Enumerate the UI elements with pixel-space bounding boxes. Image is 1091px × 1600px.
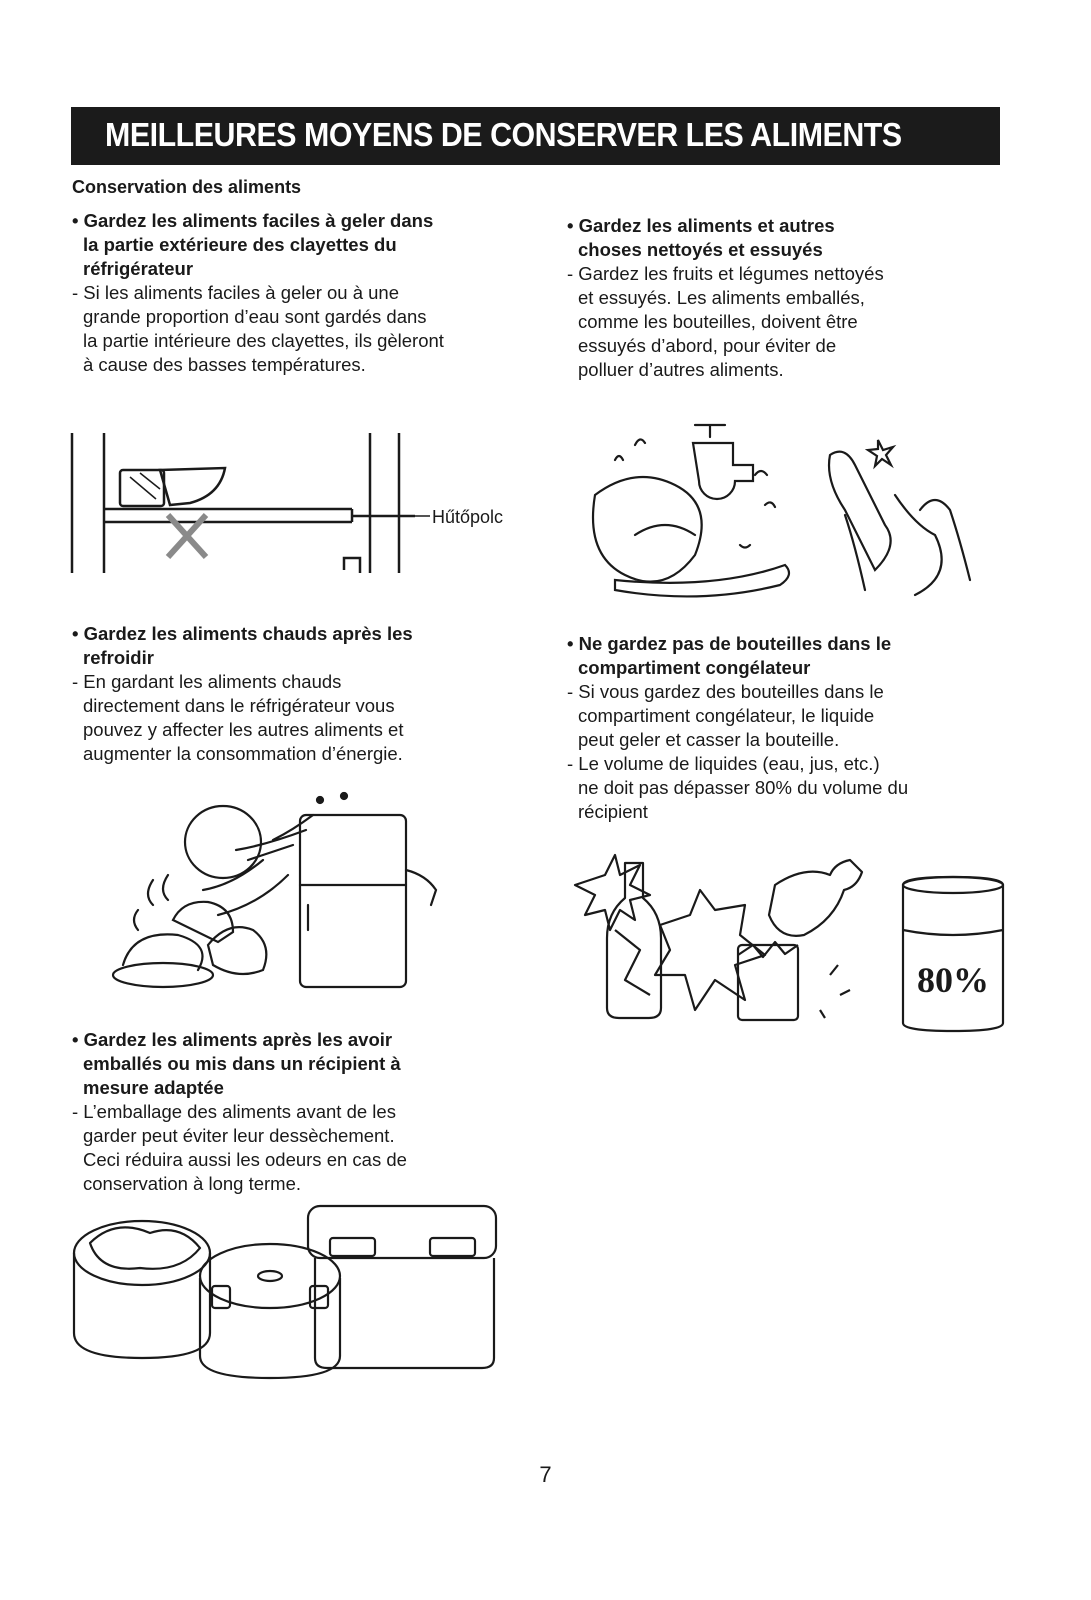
measuring-jar-icon [903,877,1003,1031]
tip-heading-line: choses nettoyés et essuyés [578,239,823,260]
tip-body-line: ne doit pas dépasser 80% du volume du [578,777,909,798]
tip-body-line: augmenter la consommation d’énergie. [83,743,403,764]
tip-wrap-food [72,1028,407,1196]
shelf-label: Hűtőpolc [432,507,504,527]
tip-body-line: - Si vous gardez des bouteilles dans le [567,681,884,702]
tip-heading-line: • Gardez les aliments faciles à geler dans [72,210,434,231]
jar-fill-label: 80% [917,960,989,1000]
refrigerator-icon [300,815,406,987]
washing-illustration [575,415,995,610]
containers-illustration [70,1198,500,1378]
bottle-icon [829,452,891,570]
section-title: Conservation des aliments [72,177,302,197]
tip-freeze-sensitive [72,209,444,377]
crack-burst-icon [575,855,650,930]
tip-body-line: - Le volume de liquides (eau, jus, etc.) [567,753,880,774]
bottles-illustration [570,855,1000,1035]
tip-body-line: et essuyés. Les aliments emballés, [578,287,865,308]
hot-air-balloon-icon [185,806,261,878]
tip-body-line: pouvez y affecter les autres aliments et [83,719,404,740]
hot-food-illustration [108,780,428,1000]
tip-body-line: - Si les aliments faciles à geler ou à une [72,282,400,303]
tip-heading-line: • Gardez les aliments après les avoir [72,1029,393,1050]
lettuce-icon [90,1227,200,1268]
broken-bottle-icon [769,860,862,936]
tip-body-line: la partie intérieure des clayettes, ils gèleront [83,330,444,351]
tip-body-line: grande proportion d’eau sont gardés dans [83,306,427,327]
plate-icon [113,963,213,987]
tip-body-line: Ceci réduira aussi les odeurs en cas de [83,1149,407,1170]
tip-body-line: conservation à long terme. [83,1173,302,1194]
tip-body-line: peut geler et casser la bouteille. [578,729,840,750]
tip-body-line: polluer d’autres aliments. [578,359,784,380]
teapot-icon [208,927,266,974]
tip-body-line: récipient [578,801,648,822]
tip-heading-line: mesure adaptée [83,1077,224,1098]
square-container-lid-icon [308,1206,496,1258]
tip-body-line: essuyés d’abord, pour éviter de [578,335,837,356]
tip-heading-line: emballés ou mis dans un récipient à [83,1053,401,1074]
tip-body-line: - L’emballage des aliments avant de les [72,1101,396,1122]
tip-body-line: - En gardant les aliments chauds [72,671,342,692]
shelf-illustration [60,425,510,585]
tip-body-line: compartiment congélateur, le liquide [578,705,875,726]
tip-clean-dry [567,214,884,382]
tip-heading-line: compartiment congélateur [578,657,811,678]
tip-body-line: - Gardez les fruits et légumes nettoyés [567,263,884,284]
tip-no-bottles-freezer [567,632,908,824]
tip-body-line: directement dans le réfrigérateur vous [83,695,395,716]
faucet-icon [693,425,753,499]
page-title: MEILLEURES MOYENS DE CONSERVER LES ALIMENTS [105,116,902,153]
sparkle-icon [868,440,893,466]
tip-body-line: à cause des basses températures. [83,354,366,375]
tip-heading-line: • Ne gardez pas de bouteilles dans le [567,633,892,654]
tip-heading-line: • Gardez les aliments et autres [567,215,835,236]
tip-heading-line: • Gardez les aliments chauds après les [72,623,413,644]
tip-body-line: garder peut éviter leur dessèchement. [83,1125,395,1146]
tip-heading-line: refroidir [83,647,154,668]
tip-body-line: comme les bouteilles, doivent être [578,311,858,332]
round-container-lid-icon [200,1244,340,1308]
page-title-bar [71,107,1000,165]
tip-heading-line: réfrigérateur [83,258,194,279]
tip-heading-line: la partie extérieure des clayettes du [83,234,397,255]
tip-cool-hot-food [72,622,413,766]
page-number: 7 [539,1462,552,1487]
burst-icon [655,890,765,1010]
